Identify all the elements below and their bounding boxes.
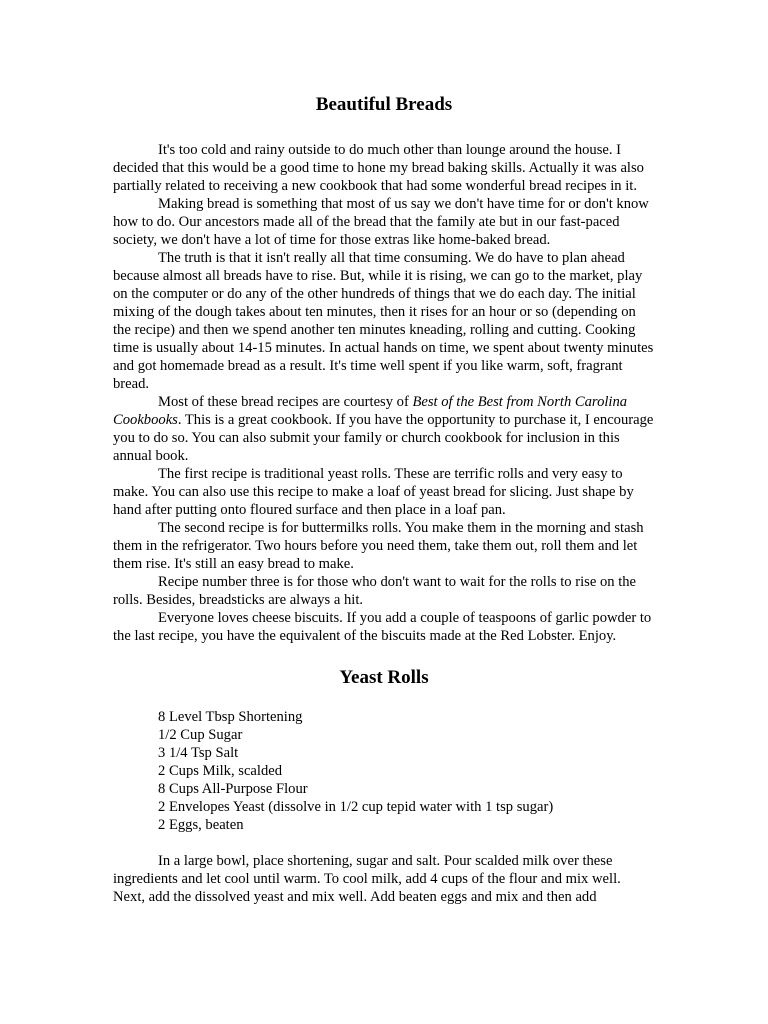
paragraph: It's too cold and rainy outside to do much other than lounge around the house. I decided that this would be a good time to hone my bread baking skills. Actually it was also partially related to receiving a new cookbook that had some wonderful bread recipes in it. [113,142,644,194]
paragraph: Recipe number three is for those who don't want to wait for the rolls to rise on the rolls. Besides, breadsticks are always a hit. [113,574,637,608]
ingredient-item: 8 Cups All-Purpose Flour [158,781,308,797]
paragraph: The truth is that it isn't really all that time consuming. We do have to plan ahead because almost all breads have to rise. But, while it is rising, we can go to the market, play on the computer or do any of the other hundreds of things that we do each day. The initial mixing of the dough takes about ten minutes, then it rises for an hour or so (depending on the recipe) and then we spend another ten minutes kneading, rolling and cutting. Cooking time is usually about 14-15 minutes. In actual hands on time, we spent about twenty minutes and got homemade bread as a result. It's time well spent if you like warm, soft, fragrant bread. [113,250,654,392]
recipe-instructions: In a large bowl, place shortening, sugar and salt. Pour scalded milk over these ingredients and let cool until warm. To cool milk, add 4 cups of the flour and mix well. Next, add the dissolved yeast and mix well. Add beaten eggs and mix and then add [113,853,621,905]
ingredient-list [113,708,655,834]
ingredient-item: 2 Cups Milk, scalded [158,763,283,779]
article-title: Beautiful Breads [315,94,453,115]
courtesy-text-before: Most of these bread recipes are courtesy of [158,394,413,410]
ingredient-item: 2 Envelopes Yeast (dissolve in 1/2 cup tepid water with 1 tsp sugar) [158,799,554,815]
paragraph: The first recipe is traditional yeast rolls. These are terrific rolls and very easy to make. You can also use this recipe to make a loaf of yeast bread for slicing. Just shape by hand after putting onto floured surface and then place in a loaf pan. [113,466,634,518]
paragraph: Everyone loves cheese biscuits. If you add a couple of teaspoons of garlic powder to the last recipe, you have the equivalent of the biscuits made at the Red Lobster. Enjoy. [113,610,652,644]
ingredient-item: 3 1/4 Tsp Salt [158,745,239,761]
recipe-title: Yeast Rolls [339,667,429,688]
document-page [113,92,655,906]
ingredient-item: 8 Level Tbsp Shortening [158,709,303,725]
book-title: Best of the Best from North Carolina Cookbooks [113,394,628,428]
paragraph-courtesy [113,393,655,465]
ingredient-item: 1/2 Cup Sugar [158,727,243,743]
paragraph: Making bread is something that most of us say we don't have time for or don't know how to do. Our ancestors made all of the bread that the family ate but in our fast-paced society, we don't have a lot of time for those extras like home-baked bread. [113,196,649,248]
courtesy-text-after: . This is a great cookbook. If you have the opportunity to purchase it, I encourage you to do so. You can also submit your family or church cookbook for inclusion in this annual book. [113,412,654,464]
ingredient-item: 2 Eggs, beaten [158,817,244,833]
paragraph: The second recipe is for buttermilks rolls. You make them in the morning and stash them in the refrigerator. Two hours before you need them, take them out, roll them and let them rise. It's still an easy bread to make. [113,520,644,572]
